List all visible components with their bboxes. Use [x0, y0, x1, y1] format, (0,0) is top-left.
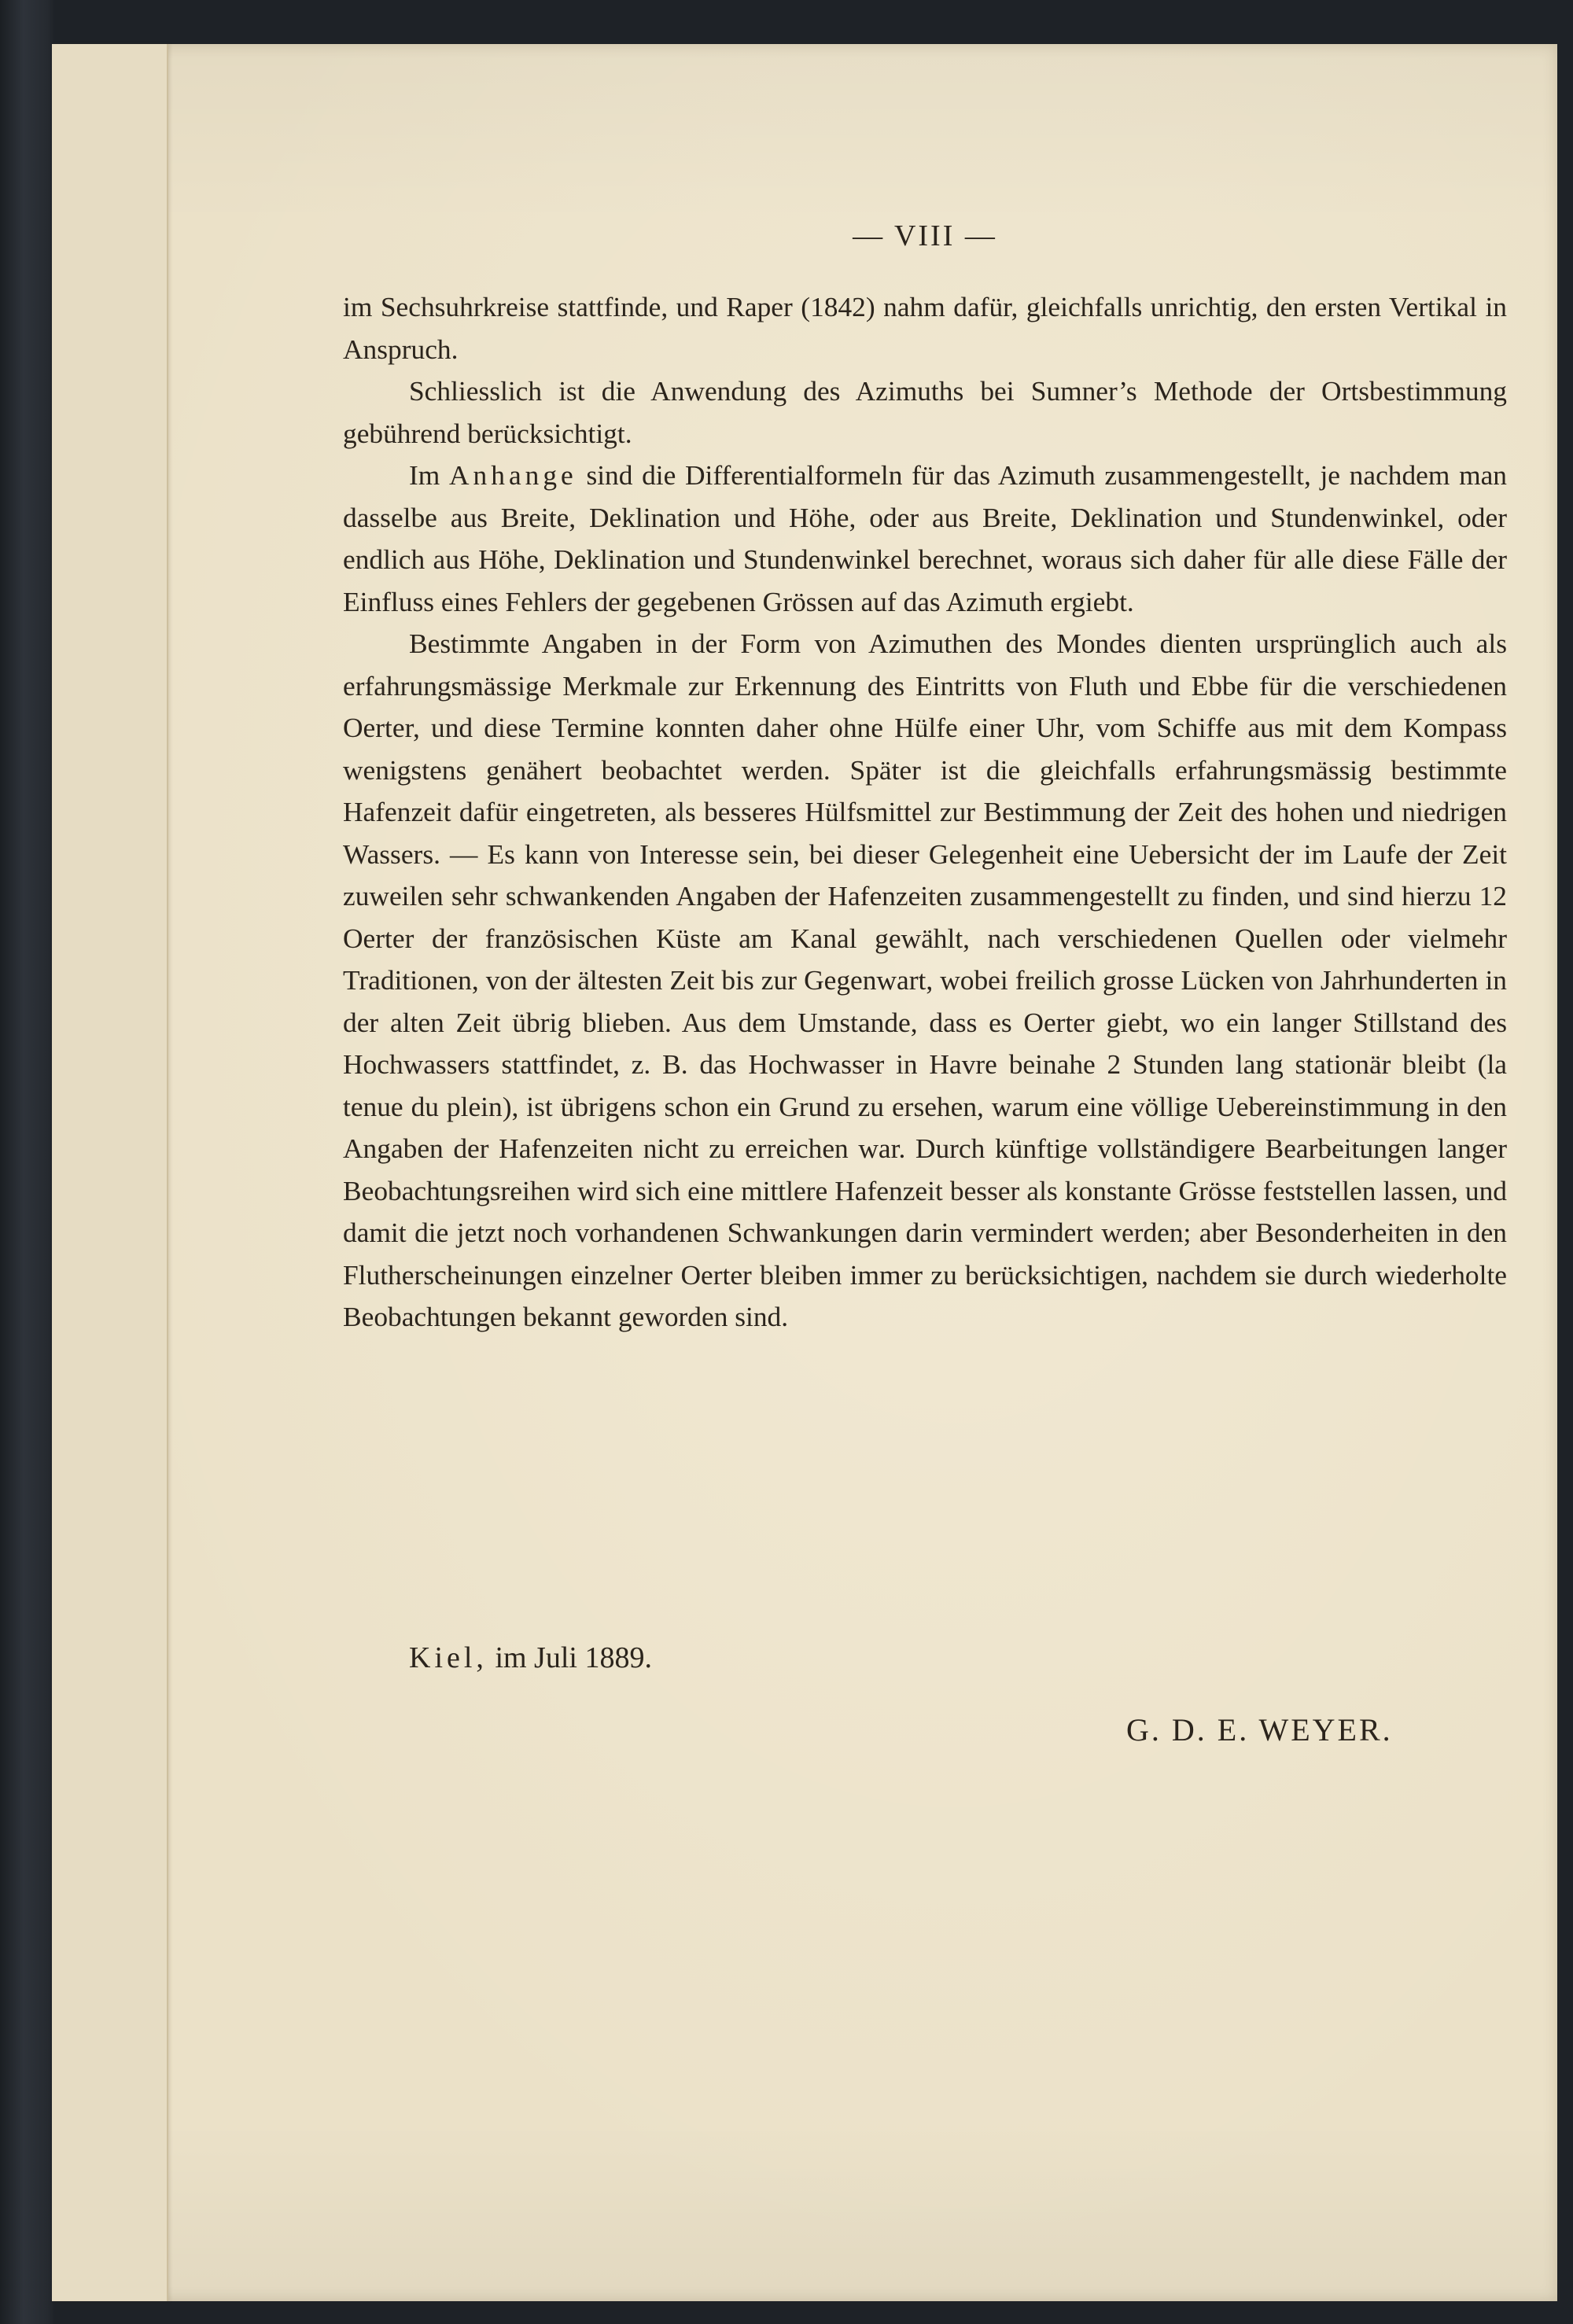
closing-place: Kiel,	[409, 1641, 488, 1674]
paragraph-2: Schliesslich ist die Anwendung des Azimuths bei Sumner’s Methode der Ortsbestimmung gebührend berücksichtigt.	[343, 375, 1507, 449]
paragraph-3-lead: Im	[409, 459, 440, 491]
place-date-line	[409, 1641, 652, 1675]
paragraph-4: Bestimmte Angaben in der Form von Azimuthen des Mondes dienten ursprünglich auch als erfahrungsmässige Merkmale zur Erkennung des Eintritts von Fluth und Ebbe für die verschiedenen Oerter, und diese Termine konnten daher ohne Hülfe einer Uhr, vom Schiffe aus mit dem Kompass wenigstens genähert beobachtet werden. Später ist die gleichfalls erfahrungsmässig bestimmte Hafenzeit dafür eingetreten, als besseres Hülfsmittel zur Bestimmung der Zeit des hohen und niedrigen Wassers. — Es kann von Interesse sein, bei dieser Gelegenheit eine Uebersicht der im Laufe der Zeit zuweilen sehr schwankenden Angaben der Hafenzeiten zusammengestellt zu finden, und sind hierzu 12 Oerter der französischen Küste am Kanal gewählt, nach verschiedenen Quellen oder vielmehr Traditionen, von der ältesten Zeit bis zur Gegenwart, wobei freilich grosse Lücken von Jahrhunderten in der alten Zeit übrig blieben. Aus dem Umstande, dass es Oerter giebt, wo ein langer Stillstand des Hochwassers stattfindet, z. B. das Hochwasser in Havre beinahe 2 Stunden lang stationär bleibt (la tenue du plein), ist übrigens schon ein Grund zu ersehen, warum eine völlige Uebereinstimmung in den Angaben der Hafenzeiten nicht zu erreichen war. Durch künftige vollständigere Bearbeitungen langer Beobachtungsreihen wird sich eine mittlere Hafenzeit besser als konstante Grösse feststellen lassen, und damit die jetzt noch vorhandenen Schwankungen darin vermindert werden; aber Besonderheiten in den Flutherscheinungen einzelner Oerter bleiben immer zu berücksichtigen, nachdem sie durch wiederholte Beobachtungen bekannt geworden sind.	[343, 628, 1507, 1332]
paragraph-3-text: sind die Differentialformeln für das Azimuth zusammengestellt, je nachdem man dasselbe aus Breite, Deklination und Höhe, oder aus Breite, Deklination und Stundenwinkel, oder endlich aus Höhe, Deklination und Stundenwinkel berechnet, woraus sich daher für alle diese Fälle der Einfluss eines Fehlers der gegebenen Grössen auf das Azimuth ergiebt.	[343, 459, 1507, 617]
body-text	[343, 286, 1507, 1339]
author-signature: G. D. E. WEYER.	[1126, 1712, 1393, 1748]
book-page	[52, 44, 1557, 2301]
page-number: — VIII —	[853, 219, 997, 252]
paragraph-3-emphasis: Anhange	[449, 459, 577, 491]
closing-date: im Juli 1889.	[495, 1641, 652, 1674]
flyleaf-edge	[52, 44, 168, 2301]
paragraph-3	[343, 455, 1507, 623]
paragraph-1: im Sechsuhrkreise stattfinde, und Raper (1842) nahm dafür, gleichfalls unrichtig, den ersten Vertikal in Anspruch.	[343, 291, 1507, 365]
